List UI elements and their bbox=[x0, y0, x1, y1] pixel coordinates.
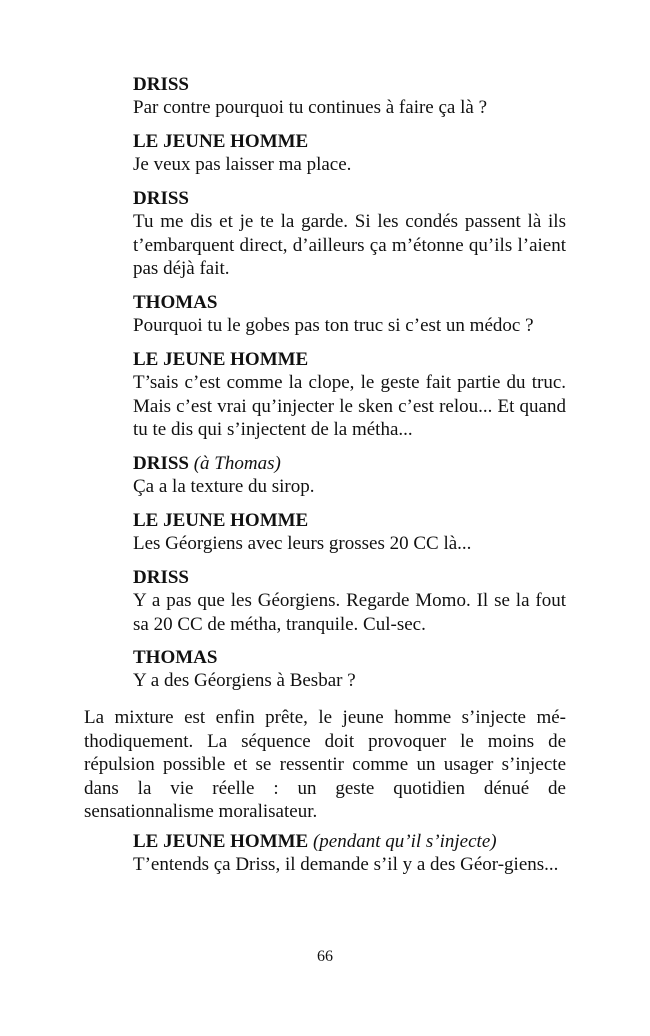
stage-direction: (pendant qu’il s’injecte) bbox=[312, 831, 497, 852]
dialogue-line: Pourquoi tu le gobes pas ton truc si c’est un médoc ? bbox=[133, 315, 534, 336]
speaker-name: DRISS bbox=[133, 567, 189, 588]
dialogue-line: Y a des Géorgiens à Besbar ? bbox=[133, 670, 356, 691]
stage-narration: La mixture est enfin prête, le jeune homme s’injecte mé-thodiquement. La séquence doit provoquer le moins de répulsion possible et se ressentir comme un usager s’injecte dans la vie réelle : un geste quotidien dénué de sensationnalisme moralisateur. bbox=[84, 707, 566, 822]
dialogue-line: Tu me dis et je te la garde. Si les condés passent là ils t’embarquent direct, d’ailleurs ça m’étonne qu’ils l’aient pas déjà fait. bbox=[133, 211, 566, 279]
speaker-name bbox=[133, 830, 566, 853]
speaker-label: LE JEUNE HOMME bbox=[133, 831, 309, 852]
dialogue-line: T’entends ça Driss, il demande s’il y a des Géor-giens... bbox=[133, 854, 559, 875]
dialogue-block bbox=[133, 130, 566, 177]
dialogue-block bbox=[133, 452, 566, 499]
dialogue-block bbox=[133, 509, 566, 556]
speaker-name bbox=[133, 452, 566, 475]
dialogue-block bbox=[133, 646, 566, 693]
stage-direction: (à Thomas) bbox=[193, 453, 281, 474]
speaker-name: DRISS bbox=[133, 74, 189, 95]
dialogue-line: T’sais c’est comme la clope, le geste fait partie du truc. Mais c’est vrai qu’injecter le sken c’est relou... Et quand tu te dis qui s’injectent de la métha... bbox=[133, 372, 566, 440]
speaker-name: THOMAS bbox=[133, 647, 218, 668]
speaker-name: LE JEUNE HOMME bbox=[133, 510, 309, 531]
dialogue-line: Y a pas que les Géorgiens. Regarde Momo. Il se la fout sa 20 CC de métha, tranquile. Cul-sec. bbox=[133, 590, 566, 635]
dialogue-block bbox=[133, 566, 566, 636]
page-number: 66 bbox=[317, 948, 333, 965]
speaker-label: DRISS bbox=[133, 453, 189, 474]
speaker-name: LE JEUNE HOMME bbox=[133, 349, 309, 370]
speaker-name: LE JEUNE HOMME bbox=[133, 131, 309, 152]
dialogue-block bbox=[133, 187, 566, 281]
speaker-name: THOMAS bbox=[133, 292, 218, 313]
speaker-name: DRISS bbox=[133, 188, 189, 209]
dialogue-line: Par contre pourquoi tu continues à faire ça là ? bbox=[133, 97, 487, 118]
dialogue-line: Je veux pas laisser ma place. bbox=[133, 154, 352, 175]
dialogue-block bbox=[133, 73, 566, 120]
dialogue-block bbox=[133, 830, 566, 877]
dialogue-block bbox=[133, 291, 566, 338]
dialogue-block bbox=[133, 348, 566, 442]
dialogue-line: Ça a la texture du sirop. bbox=[133, 476, 315, 497]
dialogue-line: Les Géorgiens avec leurs grosses 20 CC là... bbox=[133, 533, 472, 554]
